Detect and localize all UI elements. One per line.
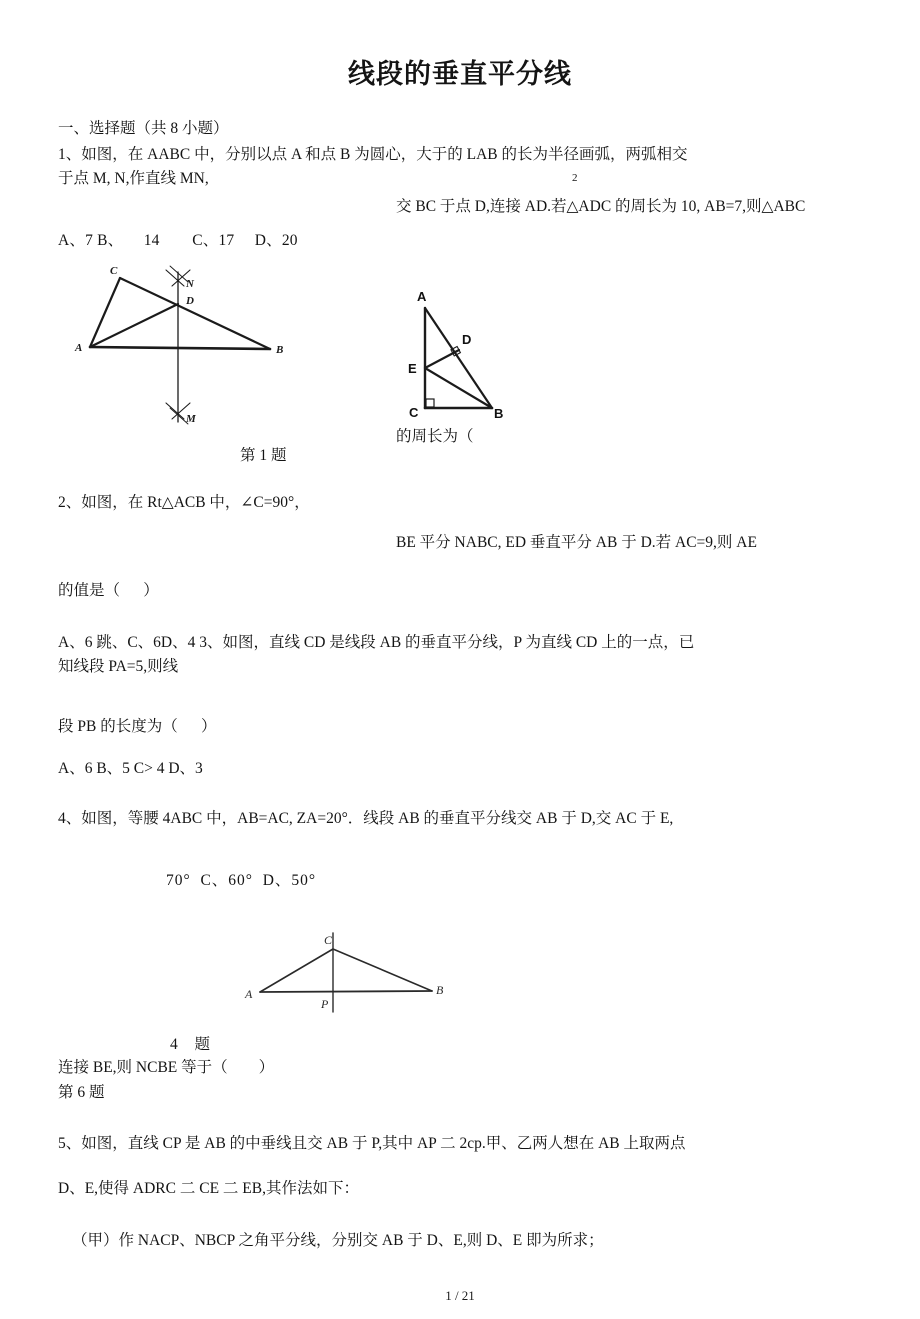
fig2-label-A: A <box>417 289 427 304</box>
section-heading: 一、选择题（共 8 小题） <box>58 120 229 137</box>
question-2-options: A、6 跳、C、6D、4 3、如图，直线 CD 是线段 AB 的垂直平分线，P 为直线 CD 上的一点，已 <box>58 634 695 651</box>
question-5-line-2: D、E,使得 ADRC 二 CE 二 EB,其作法如下： <box>58 1180 359 1197</box>
page-title: 线段的垂直平分线 <box>348 59 572 89</box>
fig2-svg <box>404 282 514 427</box>
page-footer: 1 / 21 <box>445 1288 475 1303</box>
fig2-label-D: D <box>462 332 472 347</box>
fig3-label-B: B <box>436 983 444 997</box>
figure-6-caption: 第 6 题 <box>58 1084 105 1101</box>
fig1-label-N: N <box>186 278 194 290</box>
figure-right-triangle-acb <box>404 282 514 427</box>
fig1-label-A: A <box>75 342 83 354</box>
question-4-line-2: 连接 BE,则 NCBE 等于（ ） <box>58 1059 275 1076</box>
fig3-svg <box>236 928 461 1018</box>
question-2-line-2: BE 平分 NABC, ED 垂直平分 AB 于 D.若 AC=9,则 AE <box>396 534 757 551</box>
fig3-label-C: C <box>324 933 333 947</box>
fig1-label-D: D <box>186 295 194 307</box>
question-2-line-1: 2、如图，在 Rt△ACB 中，∠C=90°， <box>58 494 310 511</box>
fig2-label-B: B <box>494 406 504 421</box>
question-3-line-2: 知线段 PA=5,则线 <box>58 658 179 675</box>
question-1-line-1: 1、如图，在 AABC 中，分别以点 A 和点 B 为圆心，大于的 LAB 的长为半径画弧，两弧相交 <box>58 146 688 163</box>
question-4-line-1: 4、如图，等腰 4ABC 中，AB=AC, ZA=20°．线段 AB 的垂直平分线交 AB 于 D,交 AC 于 E, <box>58 810 674 827</box>
question-1-line-2: 于点 M, N,作直线 MN, <box>58 170 209 187</box>
question-1-superscript: 2 <box>572 172 578 184</box>
fig1-svg <box>62 256 302 436</box>
fig1-label-M: M <box>186 413 196 425</box>
figure-1-caption: 第 1 题 <box>240 447 287 464</box>
fig3-label-P: P <box>321 997 329 1011</box>
figure-isosceles-triangle-abc <box>236 928 461 1018</box>
question-2-line-3: 的值是（ ） <box>58 582 159 599</box>
fig2-label-C: C <box>409 405 419 420</box>
fig3-label-A: A <box>245 987 253 1001</box>
figure-2-caption: 的周长为（ <box>396 428 474 445</box>
figure-triangle-abc-perpendicular-bisector <box>62 256 302 436</box>
question-5-line-1: 5、如图，直线 CP 是 AB 的中垂线且交 AB 于 P,其中 AP 二 2cp.甲、乙两人想在 AB 上取两点 <box>58 1135 686 1152</box>
figure-3-caption: 4 题 <box>170 1036 214 1053</box>
question-3-line-3: 段 PB 的长度为（ ） <box>58 718 217 735</box>
fig1-label-B: B <box>276 344 284 356</box>
question-1-line-3: 交 BC 于点 D,连接 AD.若△ADC 的周长为 10, AB=7,则△ABC <box>396 198 806 215</box>
question-4-options: 70° C、60° D、50° <box>166 872 317 889</box>
question-1-options: A、7 B、 14 C、17 D、20 <box>58 232 298 249</box>
question-3-options: A、6 B、5 C> 4 D、3 <box>58 760 203 777</box>
fig1-label-C: C <box>110 265 118 277</box>
question-5-line-3: （甲）作 NACP、NBCP 之角平分线，分别交 AB 于 D、E,则 D、E 即为所求； <box>72 1232 604 1249</box>
fig2-label-E: E <box>408 361 417 376</box>
